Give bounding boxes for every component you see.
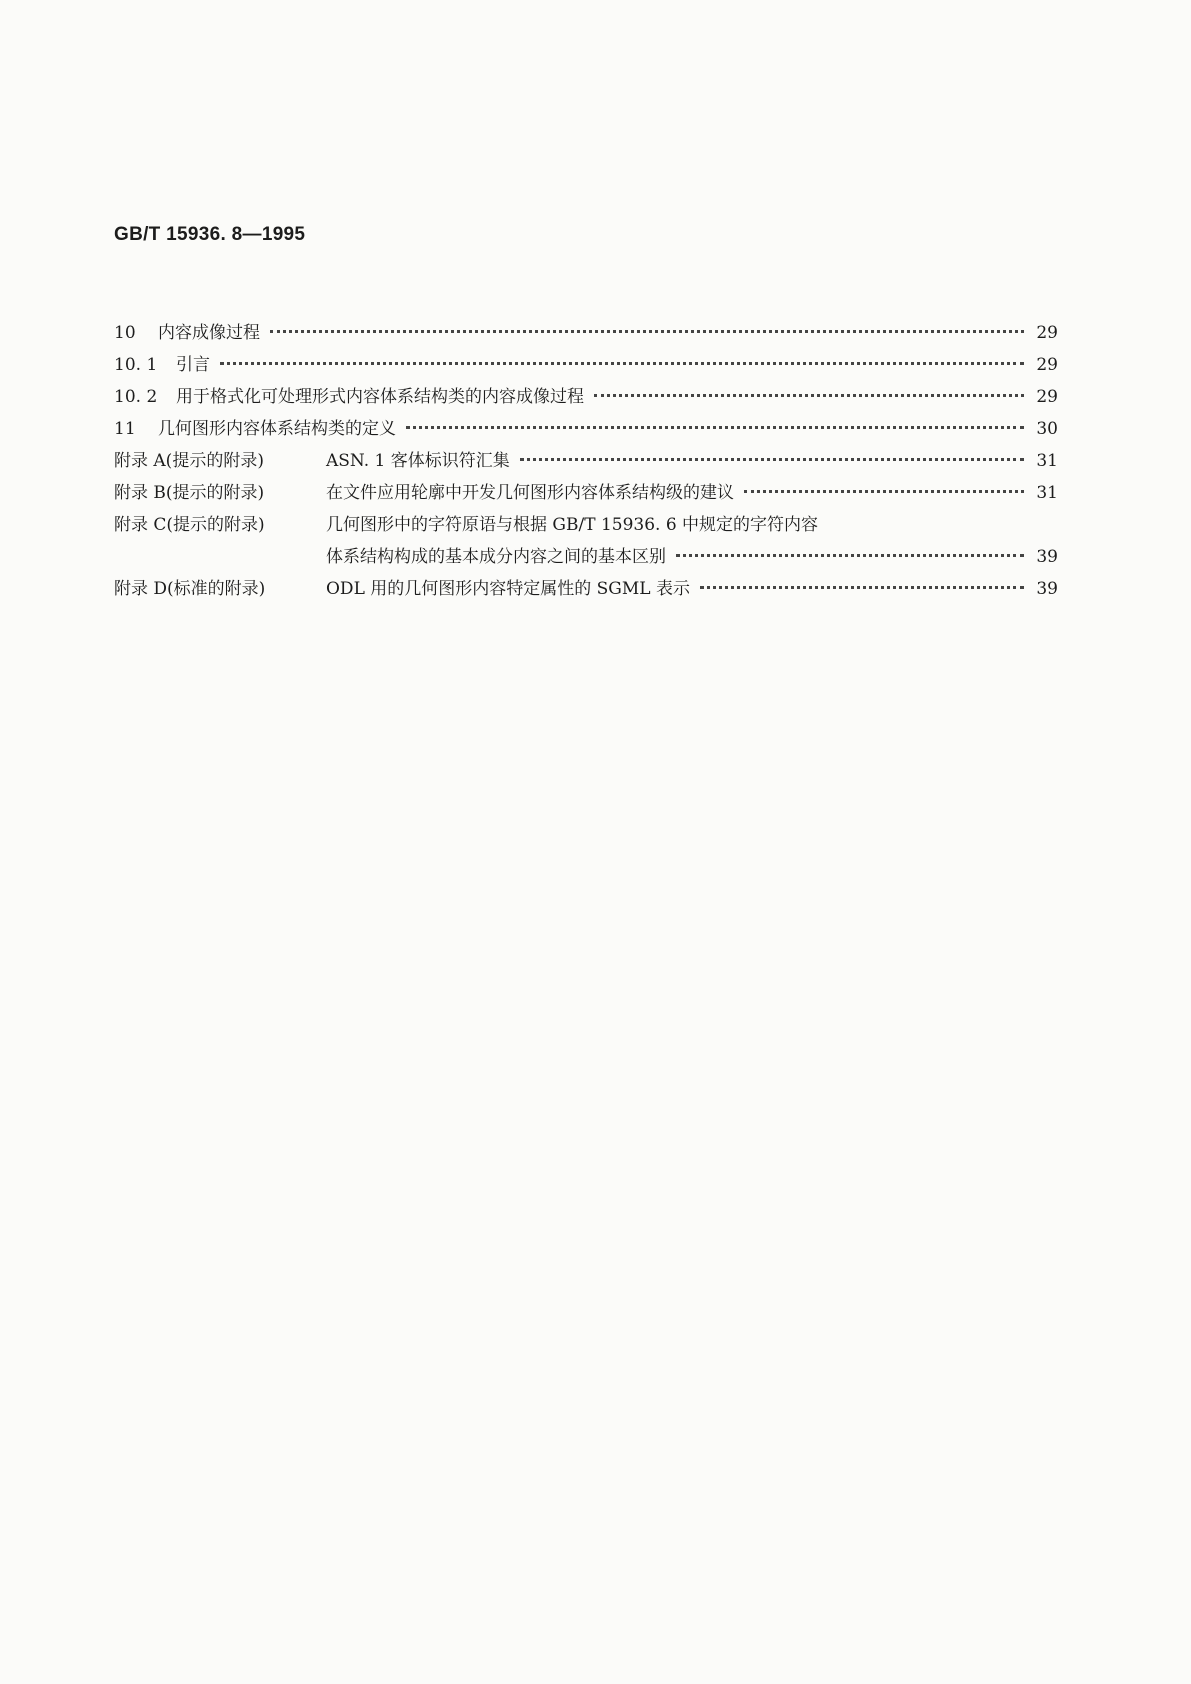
toc-entry-label bbox=[114, 350, 210, 375]
toc-entry-continuation[interactable] bbox=[114, 542, 1058, 574]
dot-leader bbox=[700, 586, 1024, 589]
document-header: GB/T 15936. 8—1995 bbox=[114, 224, 306, 245]
toc-entry-title: ASN. 1 客体标识符汇集 bbox=[326, 451, 510, 471]
toc-entry-label bbox=[114, 414, 396, 439]
dot-leader bbox=[406, 426, 1024, 429]
toc-entry-title: 用于格式化可处理形式内容体系结构类的内容成像过程 bbox=[176, 387, 584, 407]
toc-entry[interactable] bbox=[114, 350, 1058, 382]
toc-entry-title: 几何图形内容体系结构类的定义 bbox=[158, 419, 396, 439]
toc-entry-page: 29 bbox=[1036, 323, 1058, 343]
dot-leader bbox=[220, 362, 1024, 365]
dot-leader bbox=[594, 394, 1024, 397]
toc-entry-number: 10. 2 bbox=[114, 387, 158, 407]
toc-entry-label bbox=[114, 318, 260, 343]
toc-entry-title-continued: 体系结构构成的基本成分内容之间的基本区别 bbox=[326, 547, 666, 567]
toc-entry-title: 几何图形中的字符原语与根据 GB/T 15936. 6 中规定的字符内容 bbox=[326, 515, 819, 535]
toc-entry[interactable] bbox=[114, 382, 1058, 414]
toc-entry-number: 10. 1 bbox=[114, 355, 158, 375]
toc-entry-label bbox=[114, 446, 510, 471]
table-of-contents bbox=[114, 318, 1058, 606]
toc-entry-title: ODL 用的几何图形内容特定属性的 SGML 表示 bbox=[326, 579, 690, 599]
toc-entry-page: 31 bbox=[1036, 483, 1058, 503]
toc-entry-label bbox=[114, 382, 584, 407]
annex-label: 附录 C(提示的附录) bbox=[114, 515, 265, 535]
toc-entry[interactable] bbox=[114, 510, 1058, 542]
toc-entry[interactable] bbox=[114, 446, 1058, 478]
annex-label: 附录 D(标准的附录) bbox=[114, 579, 266, 599]
toc-entry-label bbox=[114, 574, 690, 599]
toc-entry-title: 内容成像过程 bbox=[158, 323, 260, 343]
dot-leader bbox=[270, 330, 1024, 333]
toc-entry[interactable] bbox=[114, 574, 1058, 606]
toc-entry-number: 11 bbox=[114, 419, 136, 439]
toc-entry-title: 引言 bbox=[176, 355, 210, 375]
toc-entry-page: 30 bbox=[1036, 419, 1058, 439]
toc-entry-page: 31 bbox=[1036, 451, 1058, 471]
toc-entry-page: 39 bbox=[1036, 579, 1058, 599]
dot-leader bbox=[676, 554, 1024, 557]
dot-leader bbox=[520, 458, 1024, 461]
toc-entry-number: 10 bbox=[114, 323, 136, 343]
toc-entry-page: 29 bbox=[1036, 387, 1058, 407]
annex-label: 附录 A(提示的附录) bbox=[114, 451, 264, 471]
toc-entry-page: 29 bbox=[1036, 355, 1058, 375]
toc-entry[interactable] bbox=[114, 318, 1058, 350]
toc-entry[interactable] bbox=[114, 414, 1058, 446]
toc-entry-title: 在文件应用轮廓中开发几何图形内容体系结构级的建议 bbox=[326, 483, 734, 503]
toc-entry-label bbox=[114, 510, 818, 535]
toc-entry[interactable] bbox=[114, 478, 1058, 510]
toc-entry-label bbox=[114, 478, 734, 503]
toc-entry-page: 39 bbox=[1036, 547, 1058, 567]
annex-label: 附录 B(提示的附录) bbox=[114, 483, 265, 503]
dot-leader bbox=[744, 490, 1024, 493]
